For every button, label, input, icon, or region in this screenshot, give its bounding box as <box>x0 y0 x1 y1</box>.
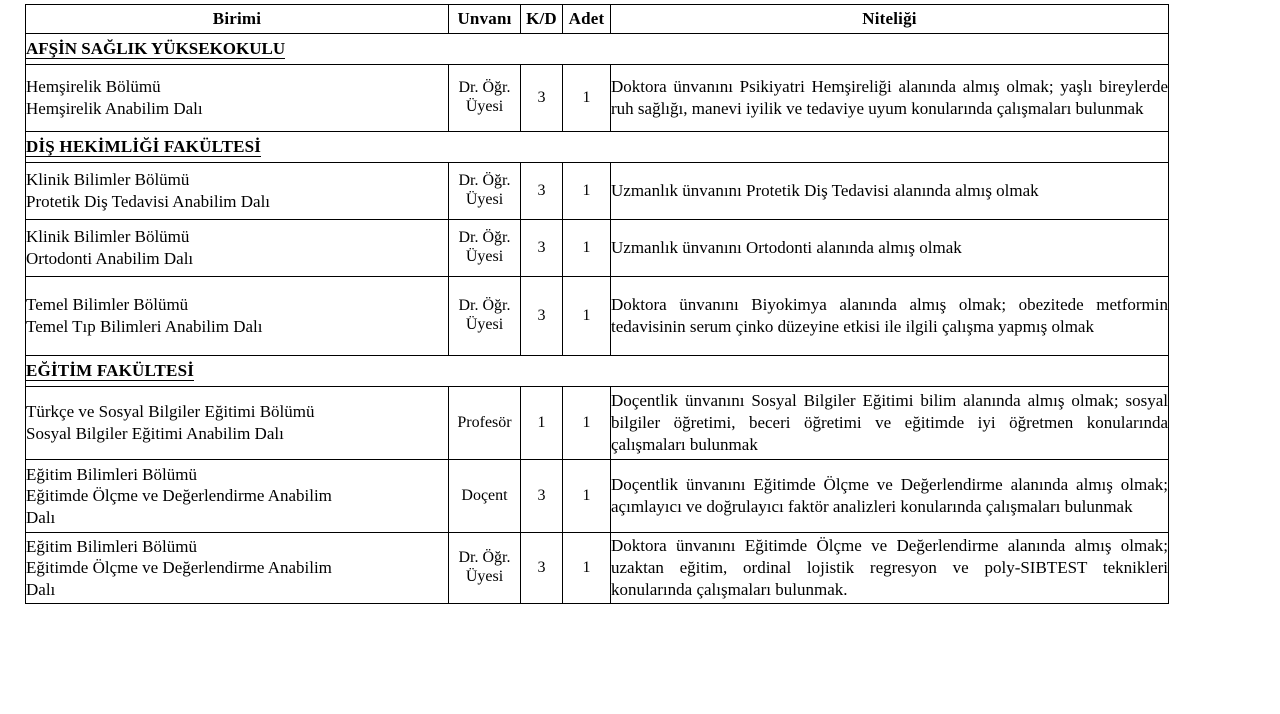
birimi-line-1: Klinik Bilimler Bölümü <box>26 170 190 190</box>
birimi-line-2: Protetik Diş Tedavisi Anabilim Dalı <box>26 192 271 211</box>
cell-kd: 3 <box>521 460 563 533</box>
section-header-row <box>26 34 1169 65</box>
cell-niteligi: Doktora ünvanını Psikiyatri Hemşireliği alanında almış olmak; yaşlı bireylerde ruh sağlığı, manevi iyilik ve tedaviye uyum konularında çalışmaları bulunmak <box>611 65 1169 132</box>
section-title-cell <box>26 34 1169 65</box>
birimi-line-1: Klinik Bilimler Bölümü <box>26 227 190 247</box>
birimi-line-2: Ortodonti Anabilim Dalı <box>26 249 194 268</box>
cell-kd: 1 <box>521 387 563 460</box>
unvani-line-2: Üyesi <box>465 248 504 265</box>
cell-birimi <box>26 533 449 604</box>
column-header-unvani: Unvanı <box>449 5 521 34</box>
unvani-line-2: Üyesi <box>465 191 504 208</box>
cell-birimi <box>26 277 449 356</box>
section-header-row <box>26 356 1169 387</box>
cell-niteligi: Doktora ünvanını Biyokimya alanında almış olmak; obezitede metformin tedavisinin serum çinko düzeyine etkisi ile ilgili çalışma yapmış olmak <box>611 277 1169 356</box>
birimi-line-1: Temel Bilimler Bölümü <box>26 295 189 315</box>
header-row <box>26 5 1169 34</box>
cell-adet: 1 <box>563 533 611 604</box>
cell-kd: 3 <box>521 163 563 220</box>
cell-unvani <box>449 277 521 356</box>
cell-birimi <box>26 220 449 277</box>
cell-adet: 1 <box>563 277 611 356</box>
unvani-line-2: Üyesi <box>465 568 504 585</box>
table-row <box>26 533 1169 604</box>
table-header <box>26 5 1169 34</box>
section-title: AFŞİN SAĞLIK YÜKSEKOKULU <box>26 38 286 58</box>
section-title: EĞİTİM FAKÜLTESİ <box>26 360 195 380</box>
cell-birimi <box>26 460 449 533</box>
cell-niteligi: Doçentlik ünvanını Sosyal Bilgiler Eğitimi bilim alanında almış olmak; sosyal bilgiler öğretimi, beceri öğretimi ve eğitimde iyi öğretmen konularında çalışmaları bulunmak <box>611 387 1169 460</box>
cell-adet: 1 <box>563 387 611 460</box>
table-row <box>26 460 1169 533</box>
section-header-row <box>26 132 1169 163</box>
cell-unvani <box>449 220 521 277</box>
birimi-line-1: Eğitim Bilimleri Bölümü <box>26 536 197 556</box>
table-row <box>26 277 1169 356</box>
akademik-kadro-table <box>25 4 1169 604</box>
table-row <box>26 65 1169 132</box>
cell-unvani <box>449 65 521 132</box>
cell-adet: 1 <box>563 220 611 277</box>
cell-birimi <box>26 65 449 132</box>
cell-niteligi: Doktora ünvanını Eğitimde Ölçme ve Değerlendirme alanında almış olmak; uzaktan eğitim, ordinal lojistik regresyon ve poly-SIBTEST teknikleri konularında çalışmaları bulunmak. <box>611 533 1169 604</box>
birimi-line-3: Dalı <box>26 579 56 599</box>
unvani-line-1: Dr. Öğr. <box>458 79 511 97</box>
cell-niteligi: Uzmanlık ünvanını Ortodonti alanında almış olmak <box>611 220 1169 277</box>
column-header-birimi: Birimi <box>26 5 449 34</box>
section-title-cell <box>26 356 1169 387</box>
cell-kd: 3 <box>521 220 563 277</box>
unvani-line-2: Üyesi <box>465 316 504 333</box>
unvani-line-1: Dr. Öğr. <box>458 297 511 315</box>
cell-birimi <box>26 387 449 460</box>
cell-kd: 3 <box>521 65 563 132</box>
birimi-line-1: Türkçe ve Sosyal Bilgiler Eğitimi Bölümü <box>26 402 315 422</box>
cell-adet: 1 <box>563 163 611 220</box>
table-row <box>26 163 1169 220</box>
cell-unvani <box>449 387 521 460</box>
cell-birimi <box>26 163 449 220</box>
unvani-line-1: Dr. Öğr. <box>458 229 511 247</box>
unvani-line-1: Dr. Öğr. <box>458 549 511 567</box>
birimi-line-2: Eğitimde Ölçme ve Değerlendirme Anabilim <box>26 486 332 506</box>
cell-adet: 1 <box>563 460 611 533</box>
birimi-line-2: Hemşirelik Anabilim Dalı <box>26 99 203 118</box>
cell-adet: 1 <box>563 65 611 132</box>
table-body <box>26 34 1169 604</box>
cell-kd: 3 <box>521 533 563 604</box>
cell-unvani <box>449 460 521 533</box>
section-title: DİŞ HEKİMLİĞİ FAKÜLTESİ <box>26 136 262 156</box>
cell-kd: 3 <box>521 277 563 356</box>
column-header-niteligi: Niteliği <box>611 5 1169 34</box>
birimi-line-1: Hemşirelik Bölümü <box>26 77 161 97</box>
cell-niteligi: Uzmanlık ünvanını Protetik Diş Tedavisi alanında almış olmak <box>611 163 1169 220</box>
unvani-line-1: Profesör <box>457 413 512 431</box>
section-title-cell <box>26 132 1169 163</box>
birimi-line-1: Eğitim Bilimleri Bölümü <box>26 464 197 484</box>
birimi-line-2: Sosyal Bilgiler Eğitimi Anabilim Dalı <box>26 424 284 443</box>
unvani-line-2: Üyesi <box>465 98 504 115</box>
birimi-line-3: Dalı <box>26 507 56 527</box>
birimi-line-2: Temel Tıp Bilimleri Anabilim Dalı <box>26 317 263 336</box>
column-header-adet: Adet <box>563 5 611 34</box>
unvani-line-1: Dr. Öğr. <box>458 172 511 190</box>
table-row <box>26 220 1169 277</box>
table-row <box>26 387 1169 460</box>
cell-niteligi: Doçentlik ünvanını Eğitimde Ölçme ve Değerlendirme alanında almış olmak; açımlayıcı ve doğrulayıcı faktör analizleri konularında çalışmaları bulunmak <box>611 460 1169 533</box>
cell-unvani <box>449 533 521 604</box>
unvani-line-1: Doçent <box>461 486 508 504</box>
column-header-kd: K/D <box>521 5 563 34</box>
birimi-line-2: Eğitimde Ölçme ve Değerlendirme Anabilim <box>26 558 332 578</box>
cell-unvani <box>449 163 521 220</box>
